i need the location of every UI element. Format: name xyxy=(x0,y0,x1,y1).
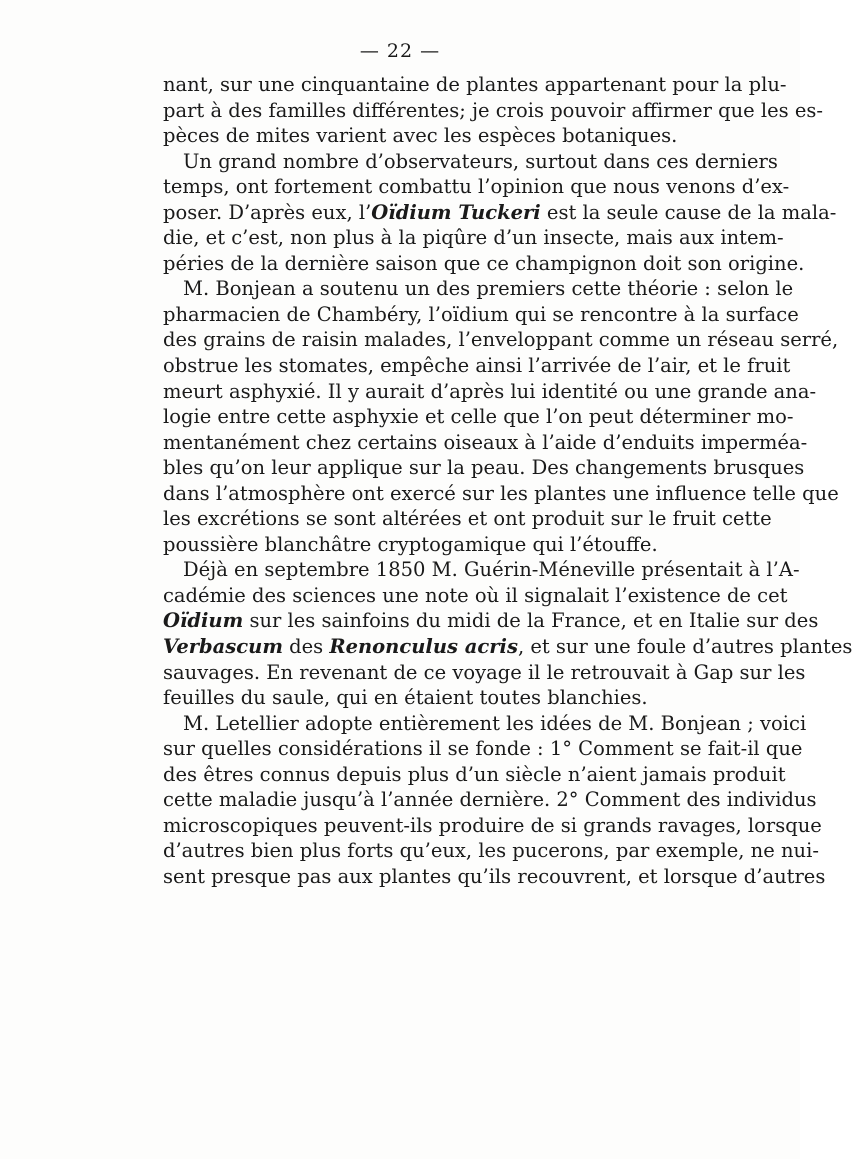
text-line: sauvages. En revenant de ce voyage il le retrouvait à Gap sur les xyxy=(163,660,806,684)
text-line: nant, sur une cinquantaine de plantes appartenant pour la plu- xyxy=(163,73,787,96)
paragraph-5 xyxy=(163,711,826,890)
text-line: microscopiques peuvent-ils produire de si grands ravages, lorsque xyxy=(163,813,822,837)
text-line: pèces de mites varient avec les espèces botaniques. xyxy=(163,124,678,148)
botanical-name: Oïdium Tuckeri xyxy=(371,200,541,224)
text-line: les excrétions se sont altérées et ont produit sur le fruit cette xyxy=(163,507,772,531)
text-line: Déjà en septembre 1850 M. Guérin-Méneville présentait à l’A- xyxy=(183,558,800,582)
text-line: meurt asphyxié. Il y aurait d’après lui identité ou une grande ana- xyxy=(163,379,817,403)
text-line: sur quelles considérations il se fonde : 1° Comment se fait-il que xyxy=(163,737,803,761)
text-line: M. Bonjean a soutenu un des premiers cette théorie : selon le xyxy=(183,277,794,301)
text-line: Un grand nombre d’observateurs, surtout dans ces derniers xyxy=(183,149,778,173)
text-line: Oïdium sur les sainfoins du midi de la France, et en Italie sur des xyxy=(163,609,819,633)
body-text xyxy=(163,72,852,890)
text-line: d’autres bien plus forts qu’eux, les pucerons, par exemple, ne nui- xyxy=(163,839,819,863)
text-line: M. Letellier adopte entièrement les idées de M. Bonjean ; voici xyxy=(183,711,807,735)
paragraph-3 xyxy=(163,276,839,557)
text-line: poser. D’après eux, l’Oïdium Tuckeri est la seule cause de la mala- xyxy=(163,200,837,224)
text-line: péries de la dernière saison que ce champignon doit son origine. xyxy=(163,251,805,275)
text-line: poussière blanchâtre cryptogamique qui l’étouffe. xyxy=(163,532,658,556)
text-line: dans l’atmosphère ont exercé sur les plantes une influence telle que xyxy=(163,481,839,505)
botanical-name: Renonculus acris xyxy=(329,635,518,659)
text-line: mentanément chez certains oiseaux à l’aide d’enduits imperméa- xyxy=(163,430,808,454)
botanical-name: Oïdium xyxy=(163,609,244,633)
text-line: die, et c’est, non plus à la piqûre d’un insecte, mais aux intem- xyxy=(163,226,784,250)
text-line: des êtres connus depuis plus d’un siècle n’aient jamais produit xyxy=(163,762,786,786)
paragraph-2 xyxy=(163,149,837,277)
text-line: pharmacien de Chambéry, l’oïdium qui se rencontre à la surface xyxy=(163,302,799,326)
text-line: bles qu’on leur applique sur la peau. Des changements brusques xyxy=(163,456,805,480)
text-line: sent presque pas aux plantes qu’ils recouvrent, et lorsque d’autres xyxy=(163,864,826,888)
botanical-name: Verbascum xyxy=(163,635,283,659)
text-line: feuilles du saule, qui en étaient toutes blanchies. xyxy=(163,686,648,710)
page-number: — 22 — xyxy=(359,40,441,62)
text-line: logie entre cette asphyxie et celle que l’on peut déterminer mo- xyxy=(163,405,794,429)
text-line: obstrue les stomates, empêche ainsi l’arrivée de l’air, et le fruit xyxy=(163,354,791,378)
text-line: part à des familles différentes; je crois pouvoir affirmer que les es- xyxy=(163,98,823,122)
text-line: temps, ont fortement combattu l’opinion que nous venons d’ex- xyxy=(163,175,790,199)
paragraph-1 xyxy=(163,72,823,149)
text-line: cadémie des sciences une note où il signalait l’existence de cet xyxy=(163,583,788,607)
text-line: cette maladie jusqu’à l’année dernière. 2° Comment des individus xyxy=(163,788,817,812)
text-line: des grains de raisin malades, l’enveloppant comme un réseau serré, xyxy=(163,328,839,352)
text-line: Verbascum des Renonculus acris, et sur une foule d’autres plantes xyxy=(163,635,852,659)
paragraph-4 xyxy=(163,557,852,710)
